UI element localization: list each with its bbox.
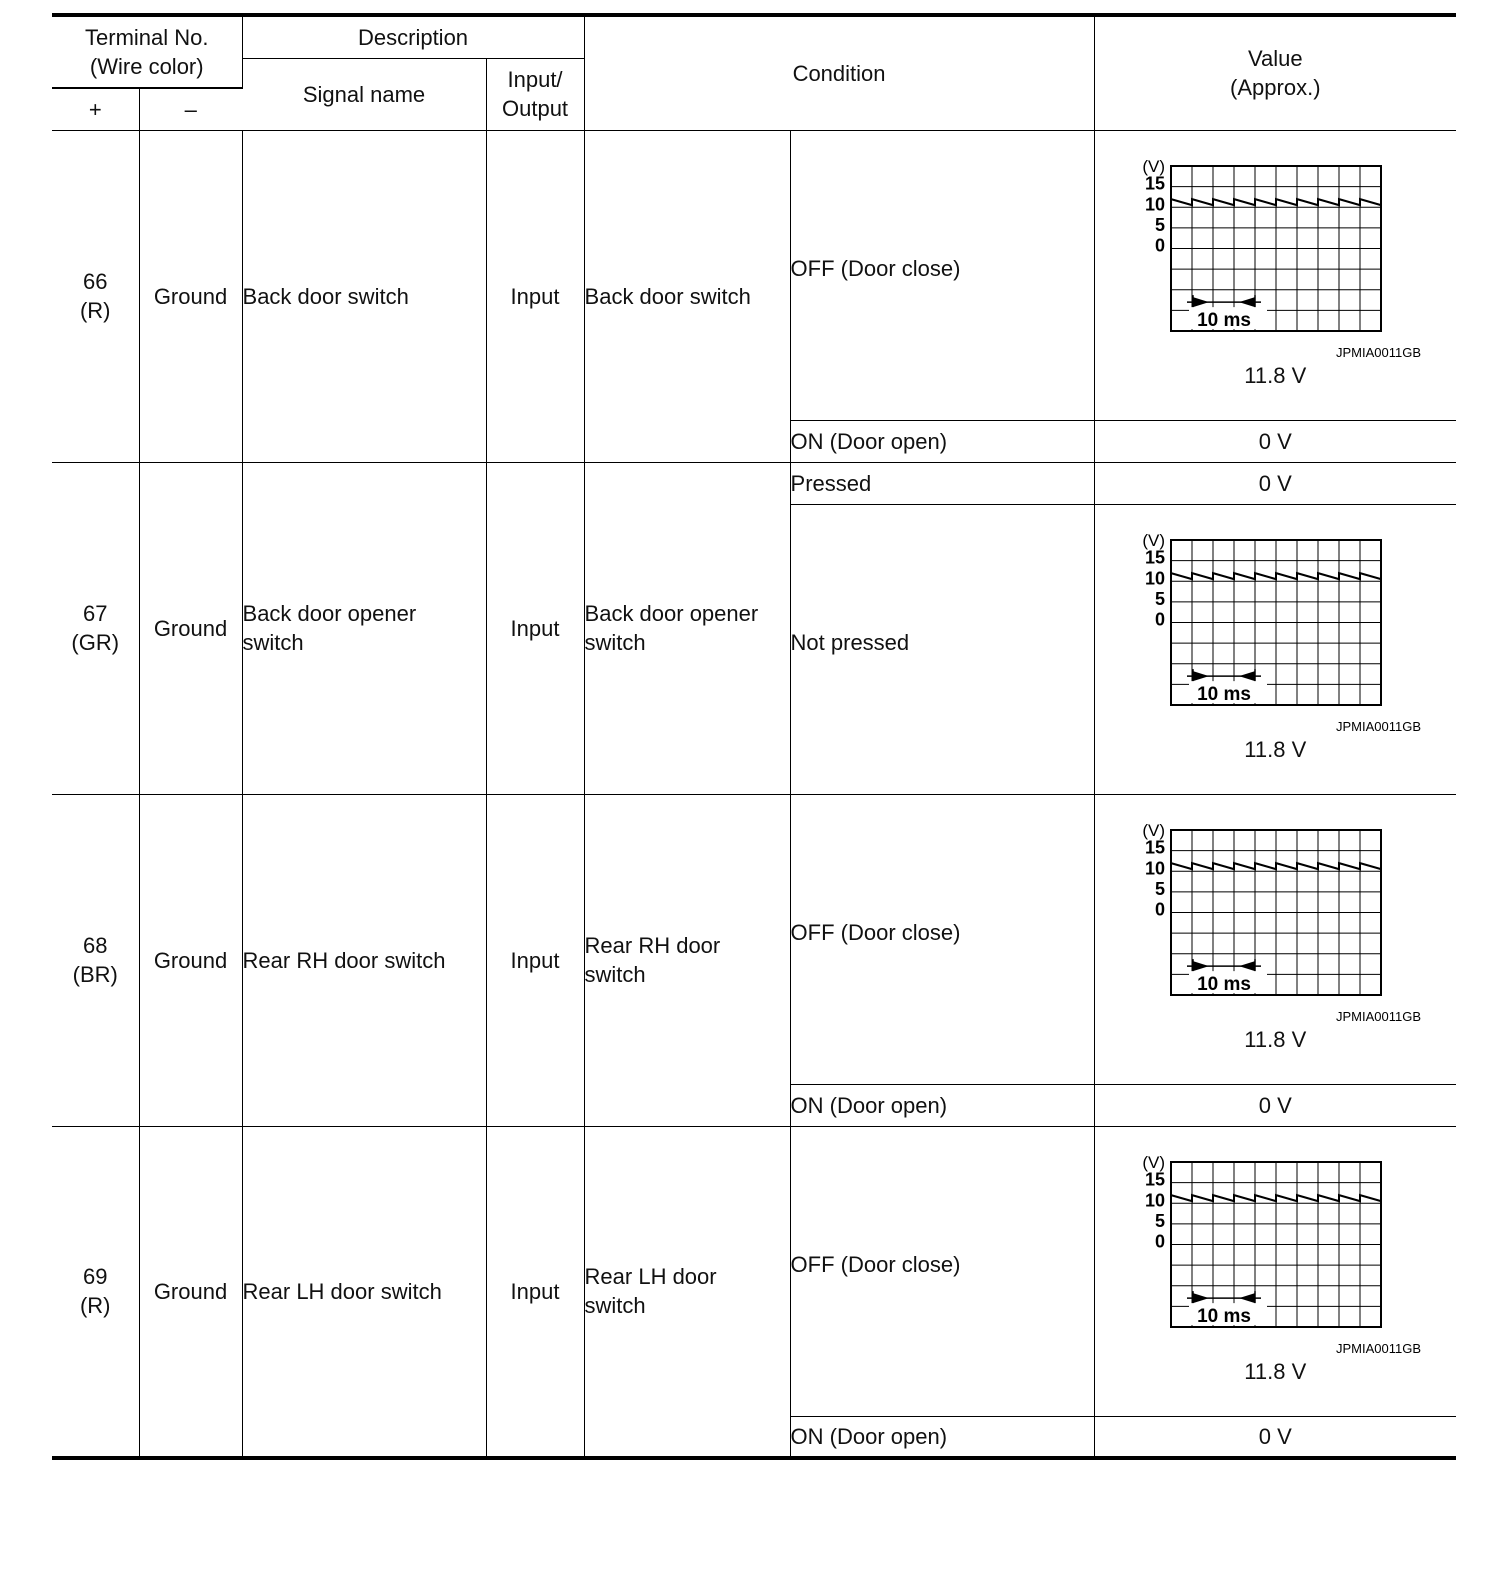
time-label: 10 ms [1197,310,1252,332]
terminal-cell [52,130,139,462]
minus-cell-text: Ground [153,1278,228,1304]
arrow-right-icon [1193,297,1209,307]
header-condition: Condition [584,15,1094,130]
terminal-cell-text: (R) [79,1293,111,1319]
signal-name-cell-text: Back door switch [242,283,409,309]
condition-cell [584,462,790,794]
tick-label: 10 [1145,858,1166,879]
arrow-left-icon [1239,671,1255,681]
tick-label: 0 [1155,235,1166,256]
header-input-output [486,58,584,130]
tick-label: 15 [1145,547,1166,568]
io-cell-text: Input [510,615,560,641]
unit-label: (V) [1142,821,1166,840]
value-text: 11.8 V [1244,737,1307,762]
header-minus: – [139,88,242,130]
waveform-graph [1125,818,1425,1023]
tick-label: 15 [1145,837,1166,858]
arrow-right-icon [1193,1293,1209,1303]
header-terminal-no [52,15,242,88]
signal-name-cell [242,462,486,794]
condition-cell-text: switch [584,630,646,655]
header-plus: + [52,88,139,130]
image-code: JPMIA0011GB [1336,719,1422,733]
waveform-line [1171,573,1381,579]
io-cell-text: Input [510,1278,560,1304]
signal-name-cell [242,130,486,462]
value-cell: 0 V [1094,462,1456,504]
image-code: JPMIA0011GB [1336,1009,1422,1023]
waveform-line [1171,1195,1381,1201]
io-cell [486,462,584,794]
header-description: Description [242,15,584,58]
state-cell: ON (Door open) [790,1416,1094,1458]
time-label: 10 ms [1197,974,1252,996]
signal-name-cell-text: Back door opener [242,601,417,626]
time-label: 10 ms [1197,1306,1252,1328]
table-row [52,462,1456,504]
io-cell [486,794,584,1126]
tick-label: 10 [1145,568,1166,589]
waveform-graph [1125,528,1425,733]
io-cell-text: Input [510,947,560,973]
table-body [52,130,1456,1458]
tick-label: 0 [1155,899,1166,920]
condition-cell-text: switch [584,1293,646,1319]
arrow-left-icon [1239,297,1255,307]
arrow-left-icon [1239,961,1255,971]
value-text: 11.8 V [1244,1027,1307,1052]
condition-cell-text: Back door opener [584,601,759,626]
header-value [1094,15,1456,130]
tick-label: 15 [1145,173,1166,194]
value-text: 11.8 V [1244,1359,1307,1384]
terminal-cell [52,1126,139,1458]
minus-cell [139,794,242,1126]
arrow-left-icon [1239,1293,1255,1303]
minus-cell-text: Ground [153,947,228,973]
io-cell [486,130,584,462]
value-text: 11.8 V [1244,363,1307,388]
signal-name-cell [242,794,486,1126]
value-cell: 0 V [1094,420,1456,462]
value-cell: 0 V [1094,1416,1456,1458]
value-cell [1094,794,1456,1084]
waveform-graph [1125,154,1425,359]
state-cell: OFF (Door close) [790,794,1094,1084]
table-row [52,130,1456,420]
time-label: 10 ms [1197,684,1252,706]
terminal-cell-text: 68 [83,933,108,958]
condition-cell [584,130,790,462]
terminal-cell-text: (R) [79,298,111,323]
header-terminal-no-label: Terminal No. [85,25,209,50]
value-cell [1094,1126,1456,1416]
tick-label: 5 [1155,588,1166,609]
table-row [52,794,1456,1084]
header-input-label: Input/ [507,67,563,92]
image-code: JPMIA0011GB [1336,1341,1422,1355]
tick-label: 5 [1155,1210,1166,1231]
condition-cell-text: Back door switch [584,283,751,309]
tick-label: 0 [1155,609,1166,630]
header-output-label: Output [502,96,569,121]
minus-cell [139,130,242,462]
signal-name-cell-text: Rear LH door switch [242,1278,442,1304]
terminal-cell-text: 66 [83,269,108,294]
header-signal-name: Signal name [242,58,486,130]
state-cell: OFF (Door close) [790,130,1094,420]
arrow-right-icon [1193,671,1209,681]
terminal-cell-text: (BR) [72,962,118,987]
unit-label: (V) [1142,1153,1166,1172]
condition-cell-text: Rear LH door [584,1264,717,1290]
tick-label: 10 [1145,194,1166,215]
unit-label: (V) [1142,531,1166,550]
minus-cell [139,462,242,794]
terminal-cell-text: 69 [83,1264,108,1290]
tick-label: 5 [1155,214,1166,235]
minus-cell-text: Ground [153,283,228,309]
tick-label: 10 [1145,1190,1166,1211]
unit-label: (V) [1142,157,1166,176]
image-code: JPMIA0011GB [1336,345,1422,359]
terminal-cell-text: (GR) [71,630,120,655]
io-cell [486,1126,584,1458]
tick-label: 15 [1145,1169,1166,1190]
state-cell: OFF (Door close) [790,1126,1094,1416]
signal-name-cell-text: Rear RH door switch [242,947,446,973]
state-cell: ON (Door open) [790,1084,1094,1126]
arrow-right-icon [1193,961,1209,971]
condition-cell [584,794,790,1126]
terminal-cell [52,462,139,794]
header-approx-label: (Approx.) [1230,75,1321,101]
tick-label: 0 [1155,1231,1166,1252]
waveform-line [1171,199,1381,205]
signal-name-cell-text: switch [242,630,304,655]
header-value-label: Value [1247,46,1303,72]
state-cell: ON (Door open) [790,420,1094,462]
value-cell [1094,504,1456,794]
condition-cell-text: Rear RH door [584,933,721,958]
terminal-cell [52,794,139,1126]
state-cell: Not pressed [790,504,1094,794]
value-cell [1094,130,1456,420]
waveform-graph [1125,1150,1425,1355]
header-wire-color-label: (Wire color) [89,54,204,79]
terminal-cell-text: 67 [83,601,108,626]
signal-name-cell [242,1126,486,1458]
terminal-spec-table [52,13,1456,1460]
state-cell: Pressed [790,462,1094,504]
io-cell-text: Input [510,283,560,309]
minus-cell [139,1126,242,1458]
condition-cell [584,1126,790,1458]
value-cell: 0 V [1094,1084,1456,1126]
minus-cell-text: Ground [153,615,228,641]
condition-cell-text: switch [584,962,646,987]
table-row [52,1126,1456,1416]
waveform-line [1171,863,1381,869]
tick-label: 5 [1155,878,1166,899]
